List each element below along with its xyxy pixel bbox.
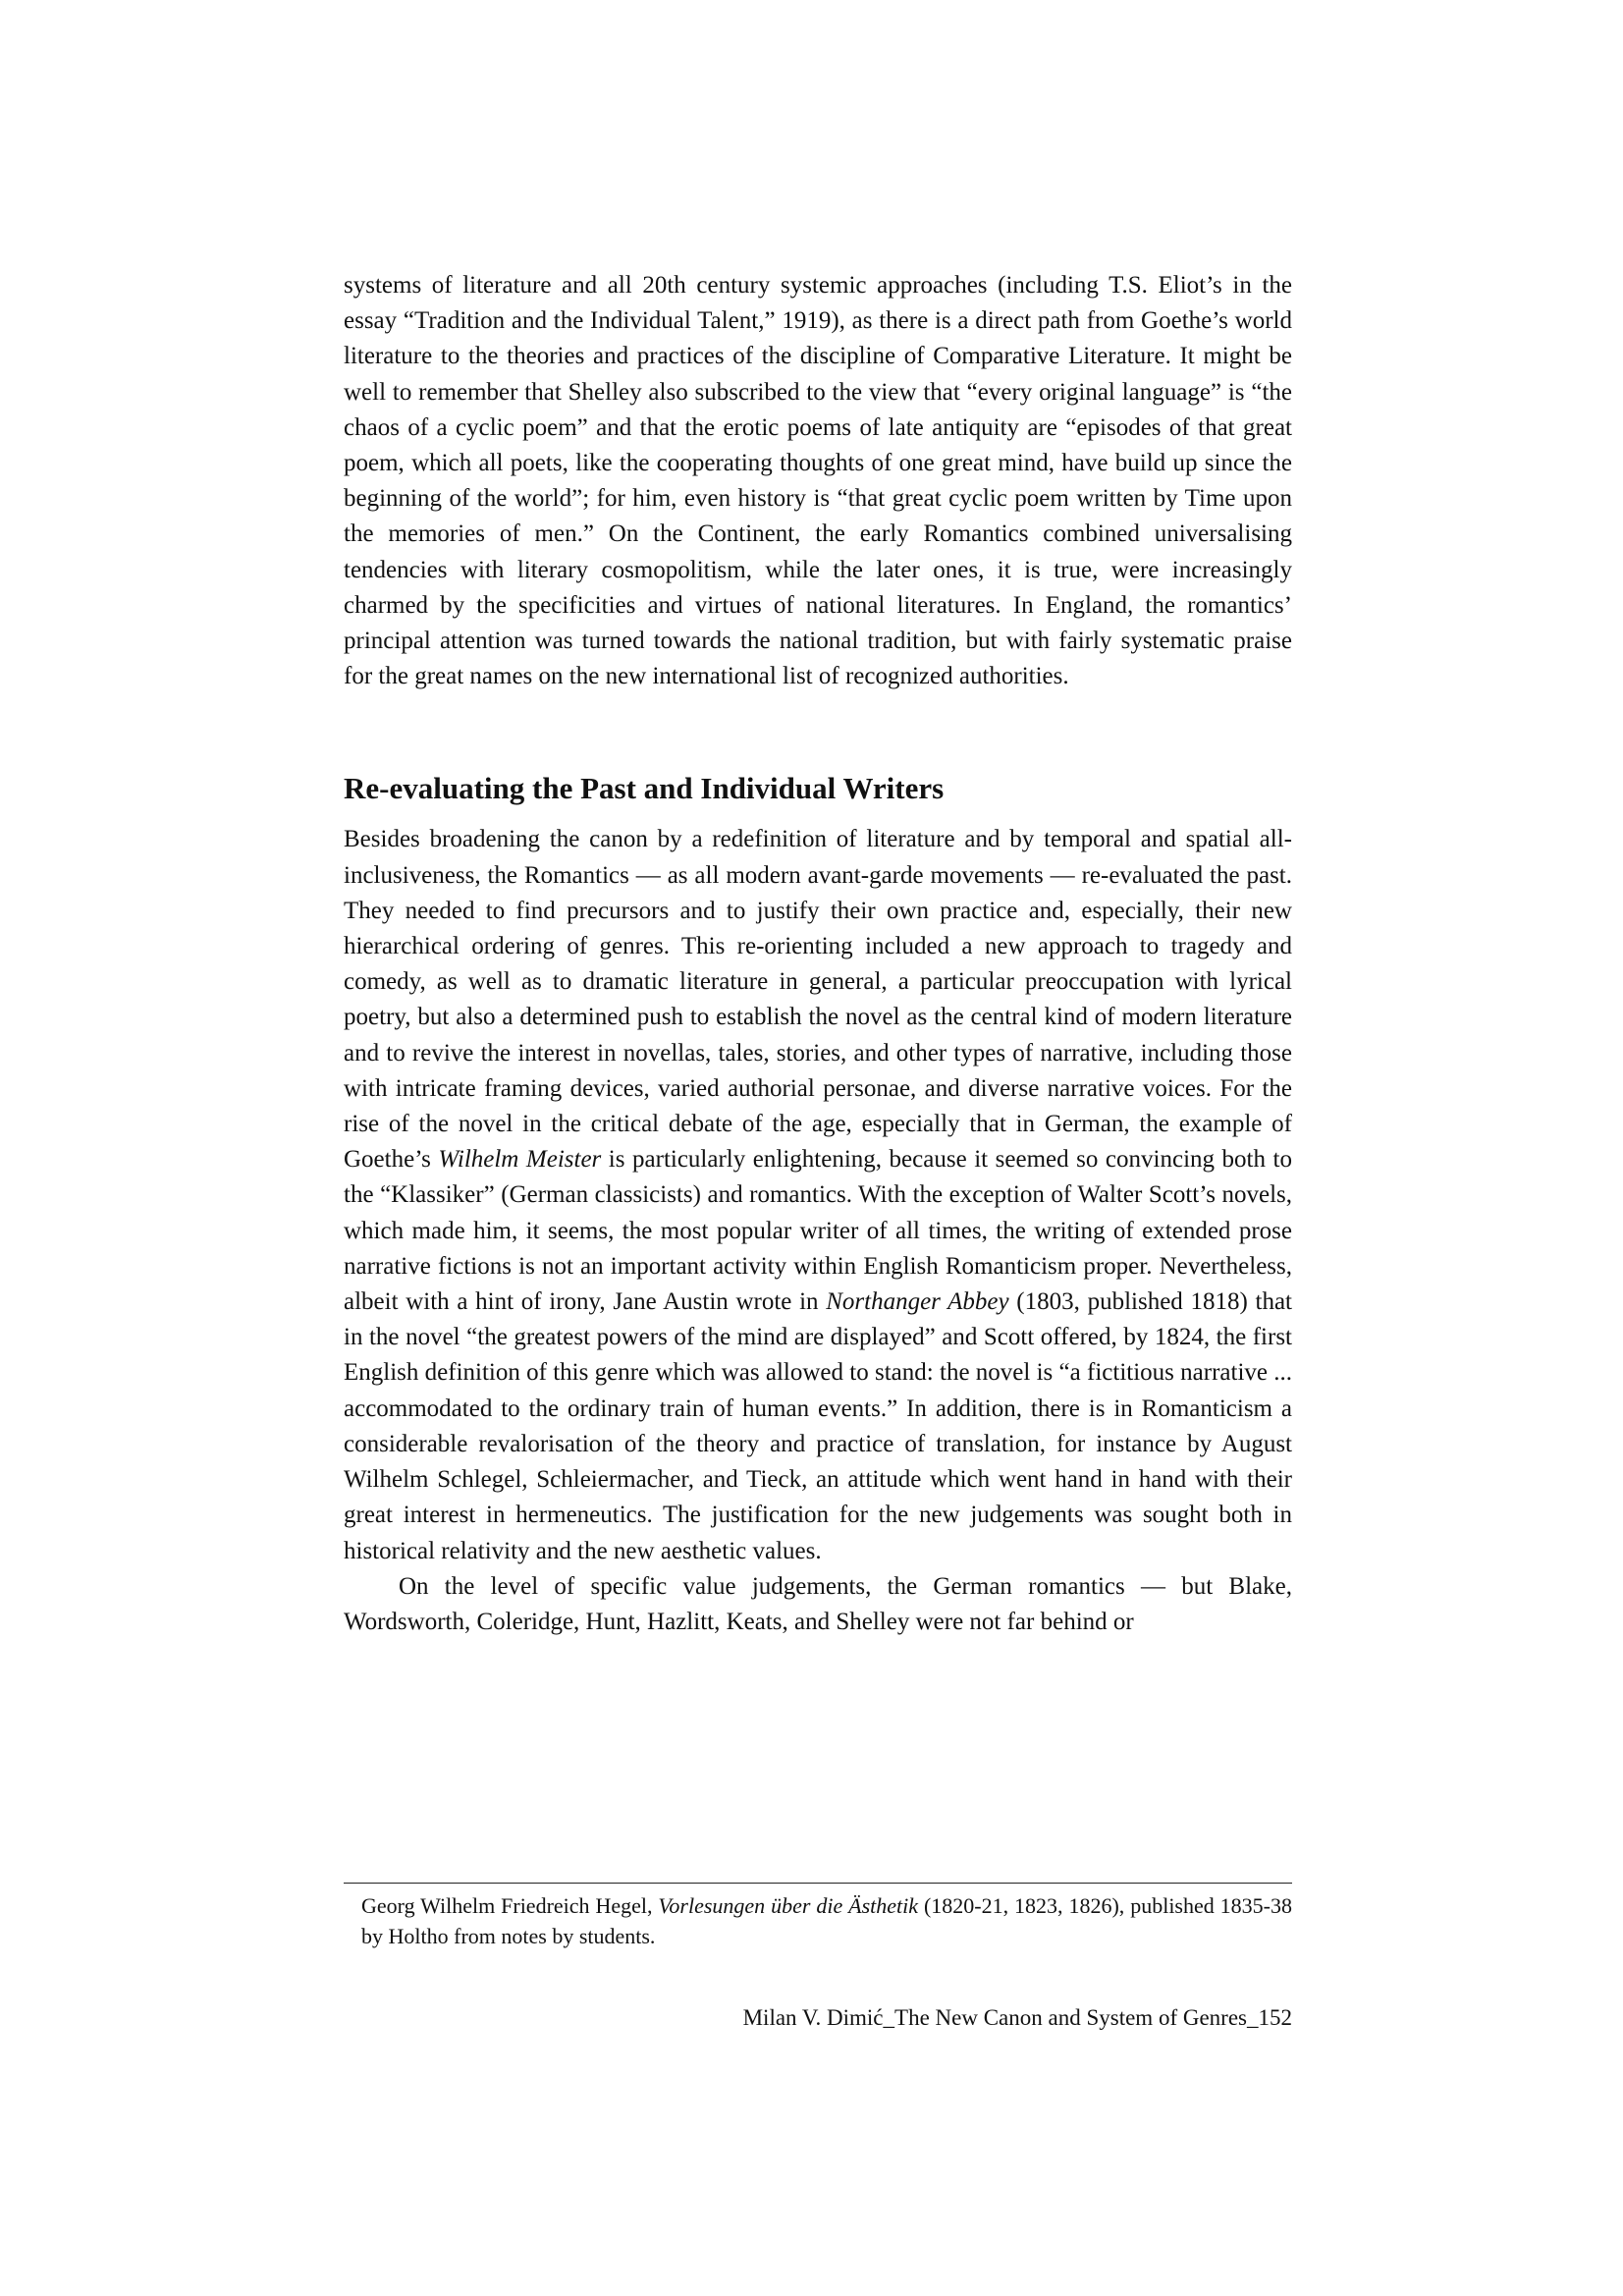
opening-paragraph: systems of literature and all 20th century systemic approaches (including T.S. Eliot’s in the essay “Tradition and the Individual Talent,” 1919), as there is a direct path from Goethe’s world literature to the theories and practices of the discipline of Comparative Literature. It might be well to remember that Shelley also subscribed to the view that “every original language” is “the chaos of a cyclic poem” and that the erotic poems of late antiquity are “episodes of that great poem, which all poets, like the cooperating thoughts of one great mind, have build up since the beginning of the world”; for him, even history is “that great cyclic poem written by Time upon the memories of men.” On the Continent, the early Romantics combined universalising tendencies with literary cosmopolitism, while the later ones, it is true, were increasingly charmed by the specificities and virtues of national literatures. In England, the romantics’ principal attention was turned towards the national tradition, but with fairly systematic praise for the great names on the new international list of recognized authorities.: [344, 272, 1292, 690]
title-wilhelm-meister: Wilhelm Meister: [438, 1146, 602, 1174]
footnote-title: Vorlesungen über die Ästhetik: [658, 1893, 919, 1918]
section-body: [344, 822, 1292, 1640]
section-heading: Re-evaluating the Past and Individual Writers: [344, 771, 945, 806]
footnote-divider: [344, 1883, 1292, 1884]
section-paragraph-2: On the level of specific value judgements, the German romantics — but Blake, Wordsworth, Coleridge, Hunt, Hazlitt, Keats, and Shelley were not far behind or: [344, 1572, 1292, 1635]
paragraph-1-text-c: (1803, published 1818) that in the novel “the greatest powers of the mind are displayed” and Scott offered, by 1824, the first English definition of this genre which was allowed to stand: the novel is “a fictitious narrative ... accommodated to the ordinary train of human events.” In addition, there is in Romanticism a considerable revalorisation of the theory and practice of translation, for instance by August Wilhelm Schlegel, Schleiermacher, and Tieck, an attitude which went hand in hand with their great interest in hermeneutics. The justification for the new judgements was sought both in historical relativity and the new aesthetic values.: [344, 1288, 1292, 1564]
paragraph-1-text-b: is particularly enlightening, because it seemed so convincing both to the “Klassiker” (German classicists) and romantics. With the exception of Walter Scott’s novels, which made him, it seems, the most popular writer of all times, the writing of extended prose narrative fictions is not an important activity within English Romanticism proper. Nevertheless, albeit with a hint of irony, Jane Austin wrote in: [344, 1146, 1292, 1316]
paragraph-1-text-a: Besides broadening the canon by a redefinition of literature and by temporal and spatial all-inclusiveness, the Romantics — as all modern avant-garde movements — re-evaluated the past. They needed to find precursors and to justify their own practice and, especially, their new hierarchical ordering of genres. This re-orienting included a new approach to tragedy and comedy, as well as to dramatic literature in general, a particular preoccupation with lyrical poetry, but also a determined push to establish the novel as the central kind of modern literature and to revive the interest in novellas, tales, stories, and other types of narrative, including those with intricate framing devices, varied authorial personae, and diverse narrative voices. For the rise of the novel in the critical debate of the age, especially that in German, the example of Goethe’s: [344, 826, 1292, 1174]
running-footer: Milan V. Dimić_The New Canon and System of Genres_152: [742, 2005, 1292, 2030]
section-paragraph-1: [344, 822, 1292, 1568]
footnote-text-a: Georg Wilhelm Friedreich Hegel,: [361, 1893, 659, 1918]
title-northanger-abbey: Northanger Abbey: [826, 1288, 1009, 1316]
footnote-text-b: (1820-21, 1823, 1826), published 1835-38 by Holtho from notes by students.: [361, 1893, 1293, 1948]
main-text: [344, 268, 1292, 1640]
footnote: [361, 1890, 1292, 1951]
